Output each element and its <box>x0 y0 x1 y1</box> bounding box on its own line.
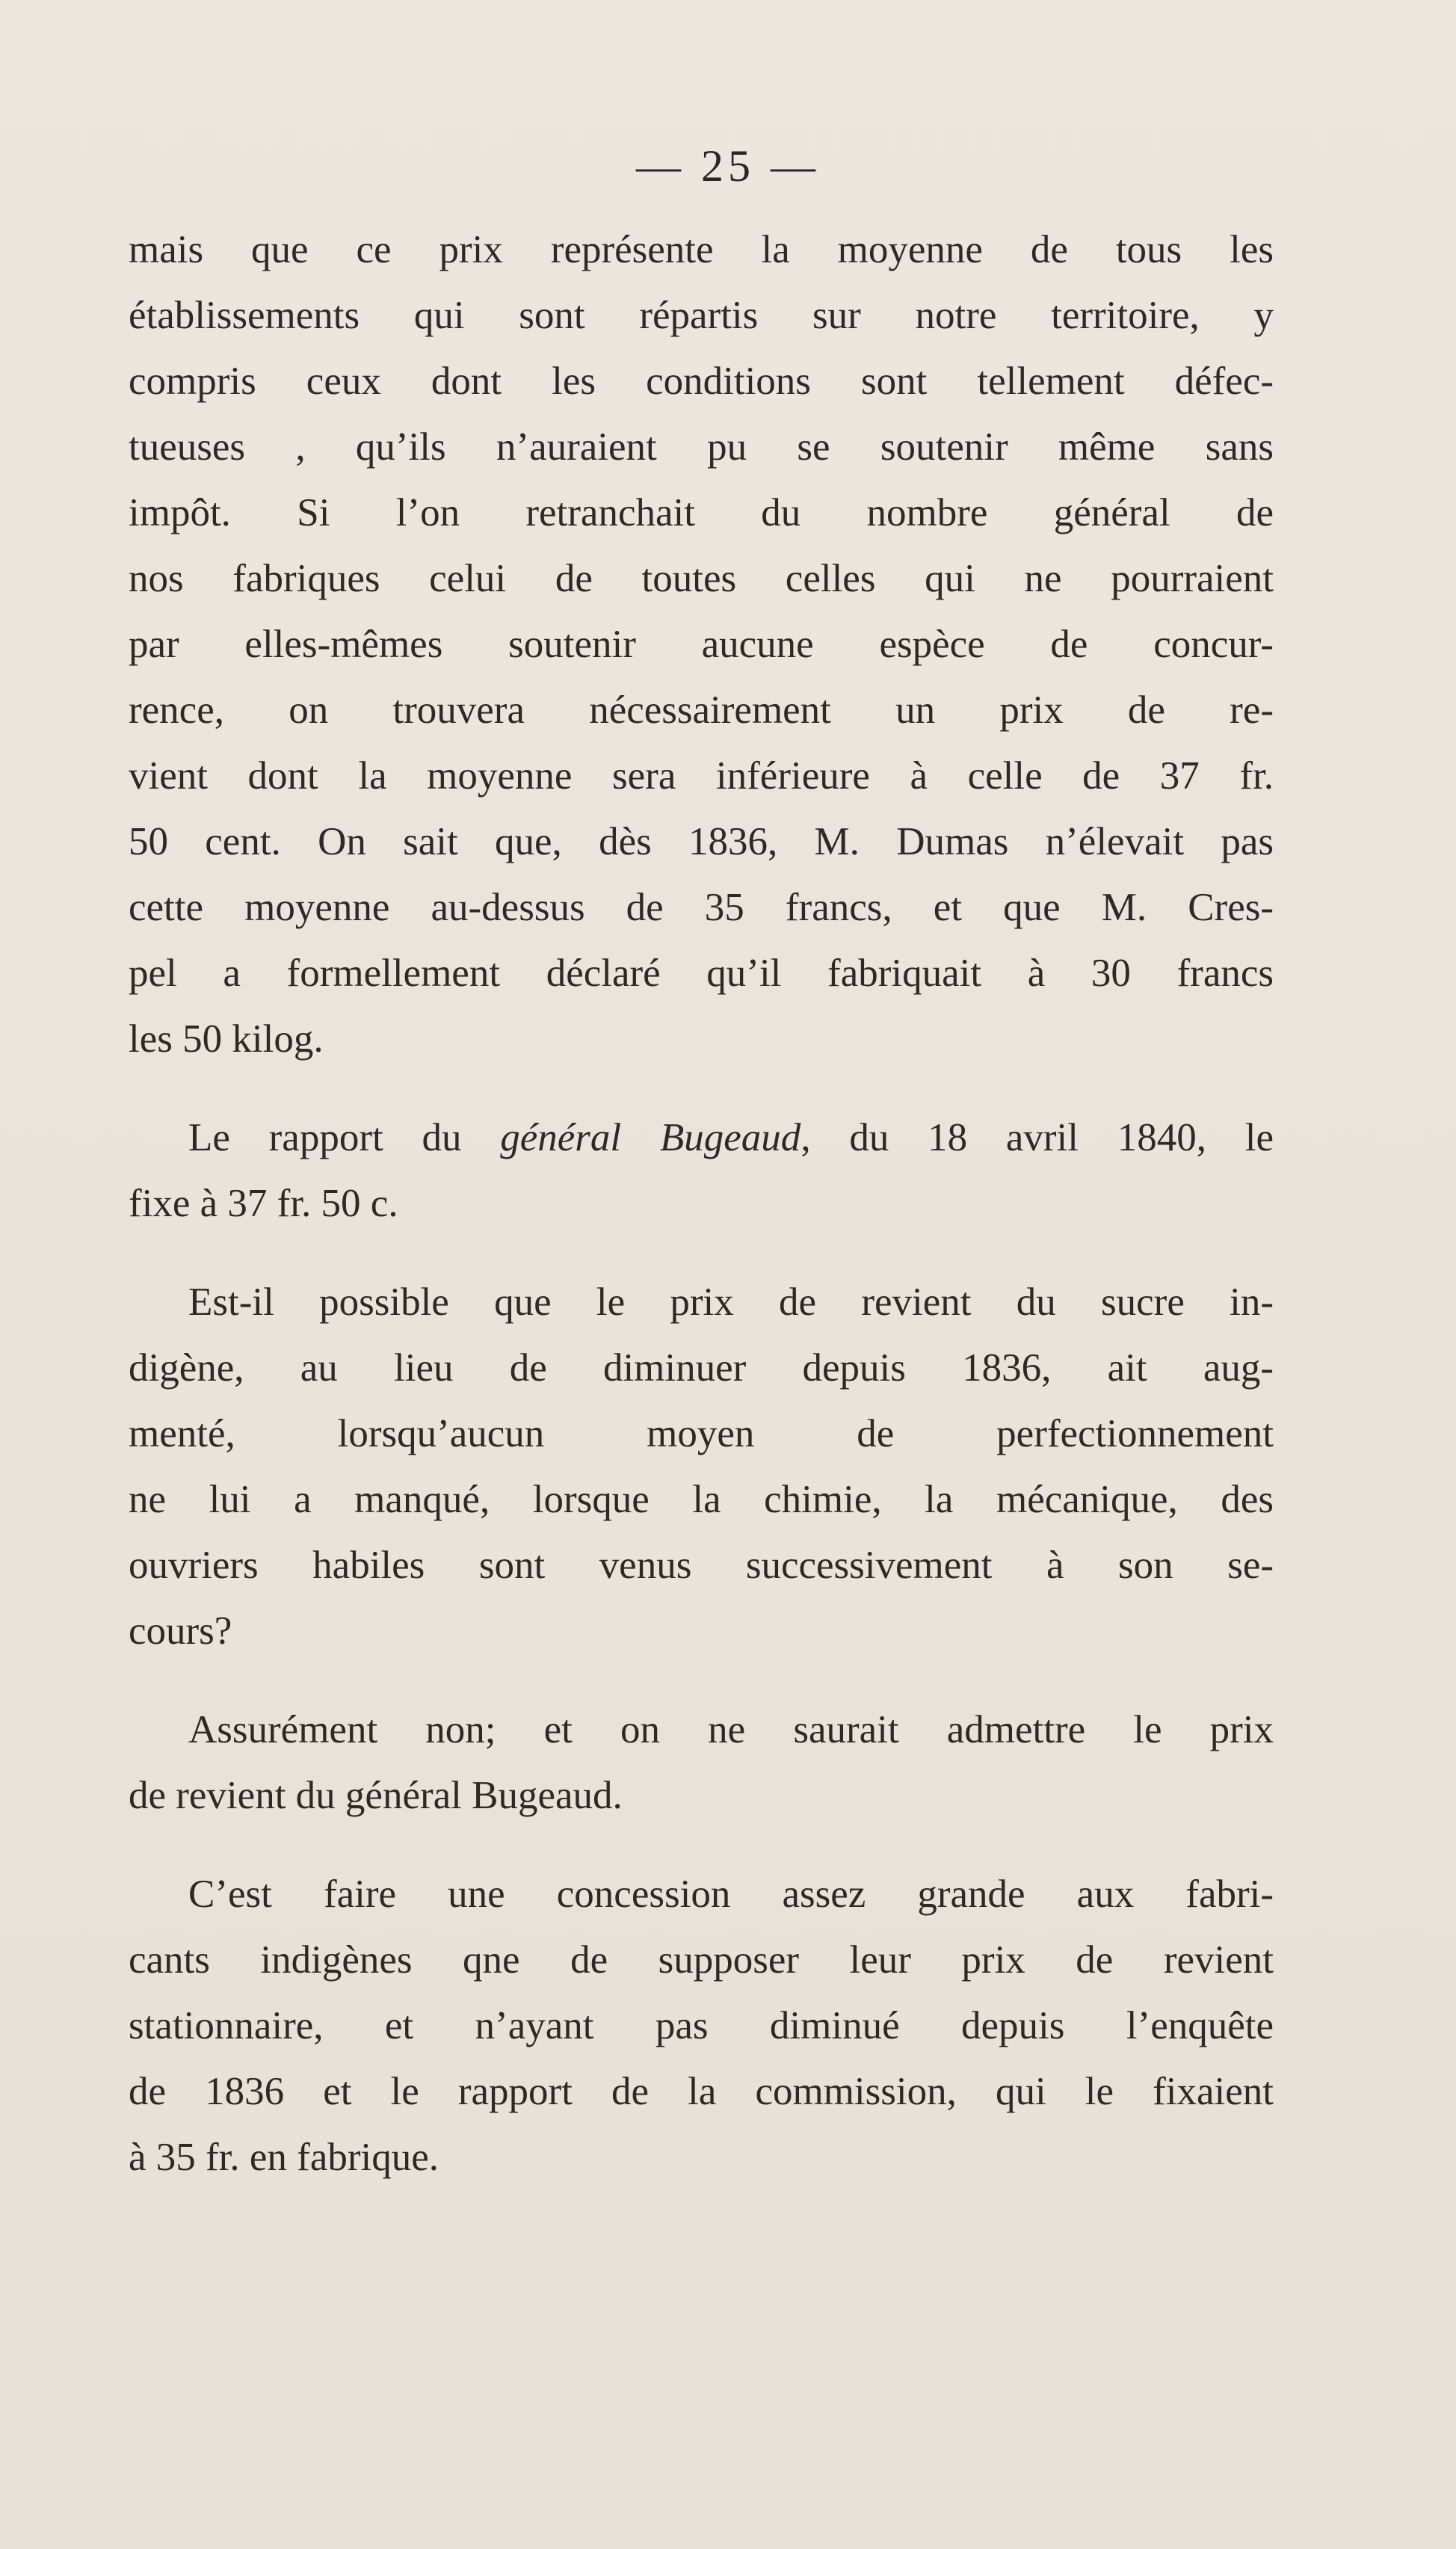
text-line: les 50 kilog. <box>129 1017 324 1061</box>
paragraph-3 <box>129 1269 1274 1664</box>
text-line: Assurément non; et on ne saurait admettre le prix <box>188 1708 1274 1751</box>
body-text <box>129 217 1274 2190</box>
text-line: fixe à 37 fr. 50 c. <box>129 1182 398 1225</box>
text-line: menté, lorsqu’aucun moyen de perfectionnement <box>129 1412 1274 1455</box>
text-line: ouvriers habiles sont venus successivement à son se- <box>129 1544 1274 1587</box>
text-line: par elles-mêmes soutenir aucune espèce de concur- <box>129 623 1274 666</box>
text-line: établissements qui sont répartis sur notre territoire, y <box>129 294 1274 337</box>
text-line: digène, au lieu de diminuer depuis 1836, ait aug- <box>129 1346 1274 1390</box>
paragraph-4 <box>129 1697 1274 1828</box>
text-line: tueuses , qu’ils n’auraient pu se soutenir même sans <box>129 425 1274 469</box>
text-line: cours? <box>129 1609 232 1653</box>
text-run: , du 18 avril 1840, le <box>801 1116 1274 1159</box>
text-run: Le rapport du <box>188 1116 501 1159</box>
text-line: stationnaire, et n’ayant pas diminué depuis l’enquête <box>129 2004 1274 2047</box>
text-line: cette moyenne au-dessus de 35 francs, et que M. Cres- <box>129 886 1274 929</box>
paragraph-5 <box>129 1861 1274 2190</box>
text-line: C’est faire une concession assez grande aux fabri- <box>188 1873 1274 1916</box>
paragraph-1 <box>129 217 1274 1072</box>
page-number: — 25 — <box>636 141 820 191</box>
text-line: vient dont la moyenne sera inférieure à celle de 37 fr. <box>129 754 1274 798</box>
paragraph-2 <box>129 1105 1274 1236</box>
text-line: de 1836 et le rapport de la commission, qui le fixaient <box>129 2070 1274 2113</box>
text-line: impôt. Si l’on retranchait du nombre général de <box>129 491 1274 534</box>
text-line: rence, on trouvera nécessairement un prix de re- <box>129 688 1274 732</box>
text-line: de revient du général Bugeaud. <box>129 1774 623 1817</box>
text-line: cants indigènes qne de supposer leur prix de revient <box>129 1938 1274 1982</box>
text-line: mais que ce prix représente la moyenne de tous les <box>129 228 1274 271</box>
text-line: nos fabriques celui de toutes celles qui ne pourraient <box>129 557 1274 600</box>
text-line: Est-il possible que le prix de revient du sucre in- <box>188 1280 1274 1324</box>
text-line: compris ceux dont les conditions sont tellement défec- <box>129 360 1274 403</box>
text-line <box>129 1105 1274 1171</box>
text-line: pel a formellement déclaré qu’il fabriquait à 30 francs <box>129 952 1274 995</box>
text-line: ne lui a manqué, lorsque la chimie, la mécanique, des <box>129 1478 1274 1521</box>
italic-name: général Bugeaud <box>500 1116 801 1159</box>
text-line: à 35 fr. en fabrique. <box>129 2136 439 2179</box>
text-line: 50 cent. On sait que, dès 1836, M. Dumas n’élevait pas <box>129 820 1274 863</box>
